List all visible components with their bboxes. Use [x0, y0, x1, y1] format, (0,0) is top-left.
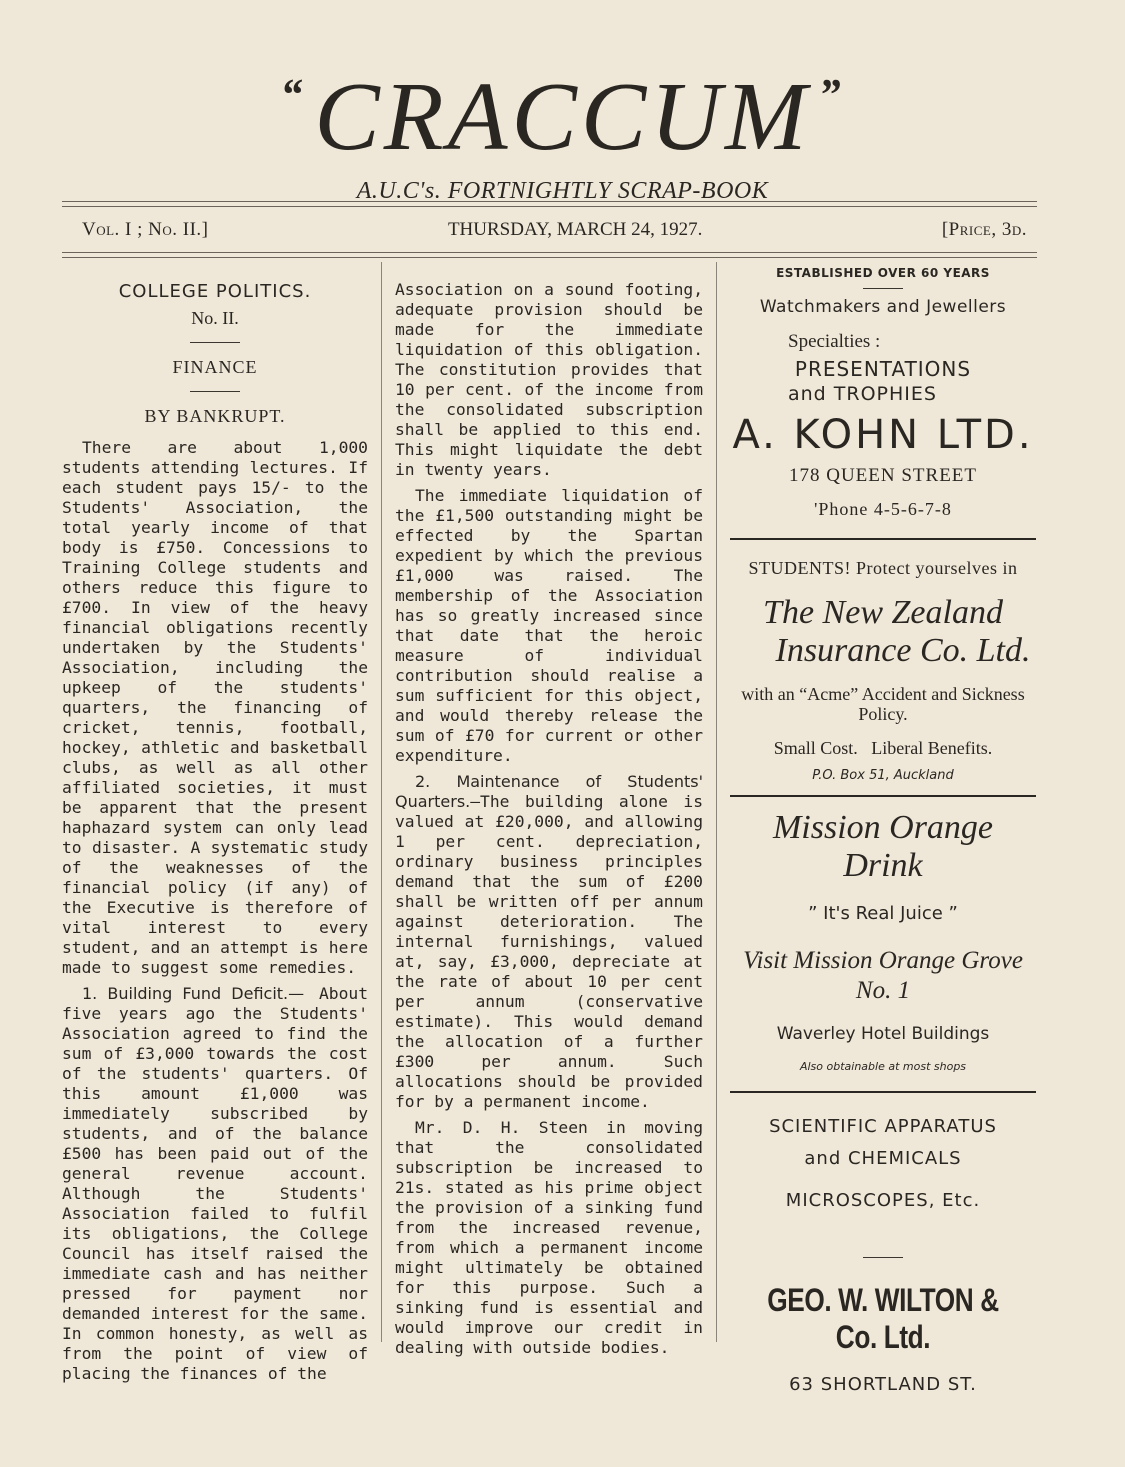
ad-kohn-established: ESTABLISHED OVER 60 YEARS — [776, 266, 990, 280]
article-paragraph: The immediate liquidation of the £1,500 outstanding might be effected by the Spartan expedient by which the previous £1,000 was raised. The membership of the Association has so greatly increased since that date that the heroic measure of individual contribution should realise a sum sufficient for this object, and would thereby release the sum of £70 for current or other expenditure. — [395, 486, 703, 765]
subheading-maintenance: 2. Maintenance of Students' Quarters. — [395, 772, 703, 811]
heading-rule — [190, 342, 240, 343]
ad-wilton-rule — [863, 1257, 903, 1258]
article-byline: BY BANKRUPT. — [144, 406, 286, 426]
ad-insurance-intro: STUDENTS! Protect yourselves in — [748, 558, 1018, 578]
ad-mission-name: Mission Orange Drink — [772, 809, 994, 884]
article-paragraph: There are about 1,000 students attending lectures. If each student pays 15/- to the Students' Association, the total yearly income of that body is £750. Concessions to Training College students and others reduce this figure to £700. In view of the heavy financial obligations recently undertaken by the Students' Association, including the upkeep of the students' quarters, the financing of cricket, tennis, football, hockey, athletic and basketball clubs, as well as all other affiliated societies, it must be apparent that the present haphazard system can only lead to disaster. A systematic study of the weaknesses of the financial policy (if any) of the Executive is therefore of vital interest to every student, and an attempt is here made to suggest some remedies. — [62, 438, 368, 977]
column-divider-1 — [381, 262, 382, 1342]
subheading-building-fund: 1. Building Fund Deficit.— — [82, 984, 305, 1003]
ad-kohn-address: 178 QUEEN STREET — [788, 465, 978, 486]
ad-mission-visit-line1: Visit Mission Orange Grove — [743, 947, 1023, 974]
ad-kohn-phone: 'Phone 4-5-6-7-8 — [814, 499, 952, 519]
ad-kohn-trade: Watchmakers and Jewellers — [759, 297, 1007, 317]
article-paragraph — [62, 984, 368, 1384]
masthead-rule-top — [62, 201, 1037, 202]
article-text: About five years ago the Students' Association agreed to find the sum of £3,000 towards the cost of the students' quarters. Of this amount £1,000 was immediately subscribed by students, and of the balance £500 has been paid out of the general revenue account. Although the Students' Association failed to fulfil its obligations, the College Council has itself raised the immediate cash and has neither pressed for payment nor demanded interest for the same. In common honesty, as well as from the point of view of placing the finances of the — [62, 984, 368, 1383]
ad-divider — [730, 1091, 1036, 1093]
article-paragraph — [395, 772, 703, 1112]
ad-wilton — [730, 1111, 1036, 1395]
masthead-rule-bottom — [62, 252, 1037, 253]
ad-insurance-benefits: Small Cost. Liberal Benefits. — [773, 738, 993, 758]
newspaper-subtitle: A.U.C's. FORTNIGHTLY SCRAP-BOOK — [356, 178, 769, 204]
ad-insurance-name-line2: Insurance Co. Ltd. — [775, 632, 1031, 669]
section-rule — [190, 391, 240, 392]
article-column-1 — [62, 278, 368, 1390]
ad-kohn-presentations: PRESENTATIONS — [794, 357, 972, 381]
issue-price: [Price, 3d. — [941, 219, 1027, 240]
ad-wilton-name: GEO. W. WILTON & Co. Ltd. — [767, 1282, 999, 1355]
ad-divider — [730, 538, 1036, 540]
ad-kohn-rule — [863, 288, 903, 289]
ad-insurance-policy: with an “Acme” Accident and Sickness Policy. — [741, 684, 1025, 724]
ad-kohn-specialties: Specialties : — [788, 331, 881, 352]
masthead — [0, 40, 1125, 205]
title-text: CRACCUM — [314, 63, 811, 171]
article-number: No. II. — [191, 308, 239, 328]
ad-mission-visit — [730, 946, 1036, 1006]
ad-kohn-name: A. KOHN LTD. — [732, 412, 1034, 458]
newspaper-title — [0, 40, 1125, 172]
ad-kohn — [730, 266, 1036, 520]
ad-wilton-line1: SCIENTIFIC APPARATUS — [769, 1116, 997, 1137]
ad-wilton-line3: MICROSCOPES, Etc. — [785, 1190, 981, 1211]
volume-number: Vol. I ; No. II.] — [82, 219, 209, 240]
issue-line — [82, 219, 1027, 241]
masthead-rule-bottom-2 — [62, 257, 1037, 258]
article-section: FINANCE — [172, 357, 258, 377]
ad-insurance-po-box: P.O. Box 51, Auckland — [812, 768, 954, 783]
article-paragraph: Association on a sound footing, adequate provision should be made for the immediate liquidation of this obligation. The constitution provides that 10 per cent. of the income from the consolidated subscription shall be applied to this end. This might liquidate the debt in twenty years. — [395, 280, 703, 479]
ad-wilton-address: 63 SHORTLAND ST. — [789, 1374, 977, 1395]
ad-mission-slogan: ” It's Real Juice ” — [808, 903, 958, 924]
article-text: —The building alone is valued at £20,000, and allowing 1 per cent. depreciation, ordinary business principles demand that the sum of £200 shall be written off per annum against deterioration. The internal furnishings, valued at, say, £3,000, depreciate at the rate of about 10 per cent per annum (conservative estimate). This would demand the allocation of a further £300 per annum. Such allocations should be provided for by a permanent income. — [395, 792, 703, 1111]
title-close-quote: ” — [818, 70, 845, 119]
ad-divider — [730, 795, 1036, 797]
ad-wilton-line2: and CHEMICALS — [804, 1148, 962, 1169]
masthead-rule-top-2 — [62, 206, 1037, 207]
ad-mission-also: Also obtainable at most shops — [799, 1060, 967, 1073]
ad-kohn-trophies: and TROPHIES — [788, 383, 937, 405]
ad-mission-visit-line2: No. 1 — [855, 977, 911, 1004]
advertisements-column — [730, 262, 1036, 1395]
article-column-2 — [395, 280, 703, 1364]
article-heading: COLLEGE POLITICS. — [118, 281, 312, 302]
title-open-quote: “ — [280, 70, 307, 119]
column-divider-2 — [716, 262, 717, 1342]
ad-insurance — [730, 556, 1036, 783]
issue-date: THURSDAY, MARCH 24, 1927. — [447, 219, 703, 240]
ad-mission — [730, 809, 1036, 1073]
ad-insurance-name — [730, 594, 1036, 670]
article-paragraph: Mr. D. H. Steen in moving that the consolidated subscription be increased to 21s. stated as his prime object the provision of a sinking fund from the increased revenue, from which a permanent income might ultimately be obtained for this purpose. Such a sinking fund is essential and would improve our credit in dealing with outside bodies. — [395, 1118, 703, 1357]
ad-insurance-name-line1: The New Zealand — [763, 594, 1003, 631]
ad-mission-location: Waverley Hotel Buildings — [776, 1024, 990, 1044]
